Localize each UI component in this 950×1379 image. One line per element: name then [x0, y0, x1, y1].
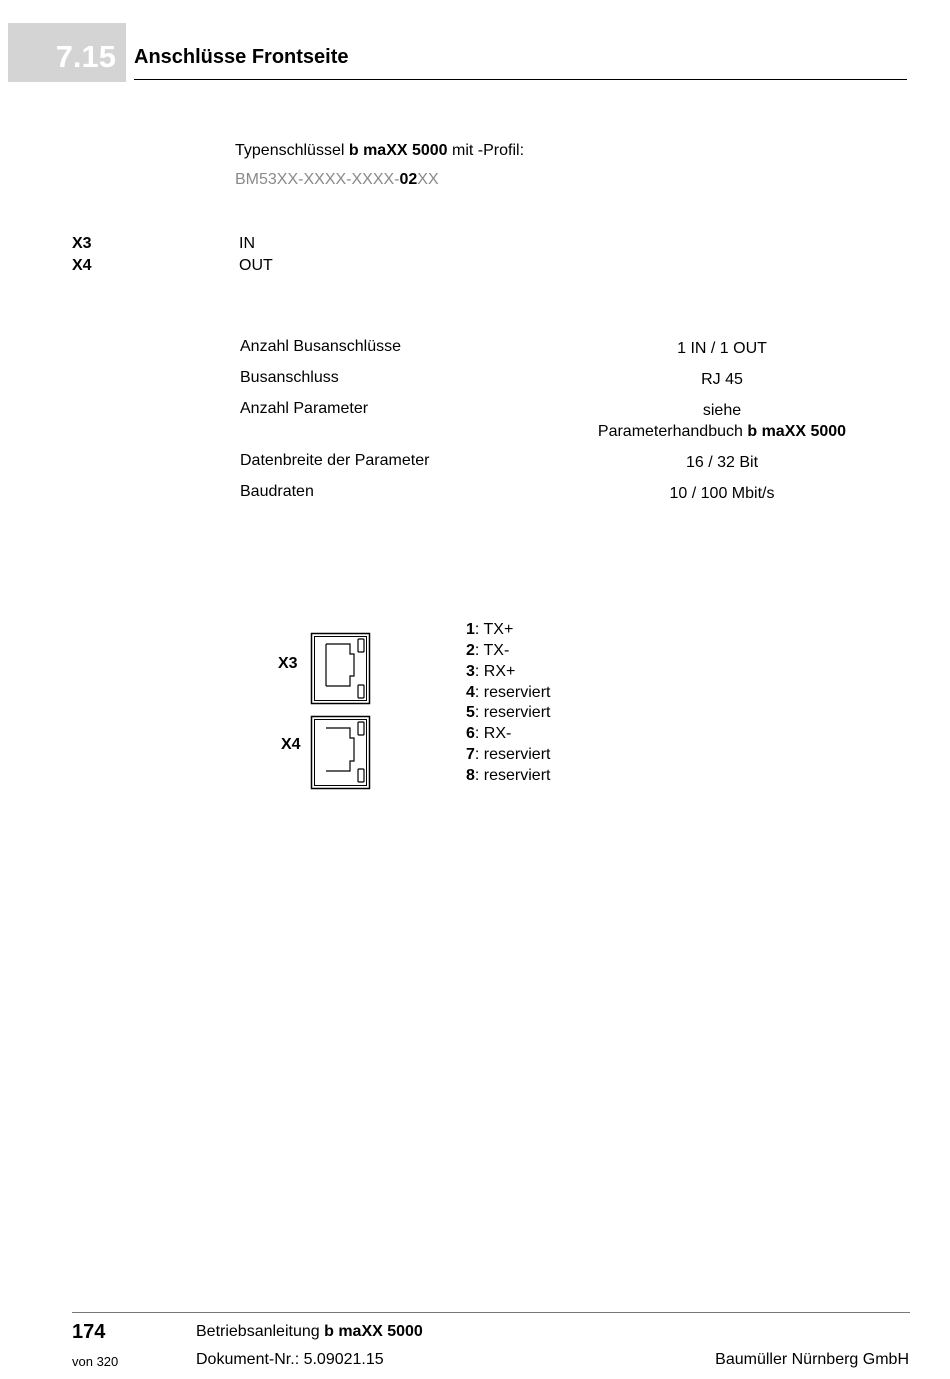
type-code-prefix: BM53XX-XXXX-XXXX-	[235, 171, 400, 188]
type-code-suffix: XX	[417, 171, 439, 188]
footer-company: Baumüller Nürnberg GmbH	[715, 1351, 909, 1368]
type-key-product: b maXX 5000	[348, 142, 448, 159]
pin-item	[466, 642, 509, 660]
footer-manual-product: b maXX 5000	[324, 1323, 423, 1340]
rj45-port-x3-icon	[312, 634, 370, 704]
section-number-box	[8, 23, 126, 82]
pin-item	[466, 746, 550, 764]
param-manual-product: b maXX 5000	[747, 423, 847, 440]
spec-label-bus-count: Anzahl Busanschlüsse	[240, 338, 401, 355]
spec-value-data-width: 16 / 32 Bit	[685, 454, 759, 471]
spec-value-param-line1: siehe	[702, 402, 742, 419]
spec-value-bus-count: 1 IN / 1 OUT	[677, 340, 767, 357]
footer-manual-prefix: Betriebsanleitung	[196, 1323, 325, 1340]
spec-label-baud: Baudraten	[240, 483, 314, 500]
spec-value-param-line2	[568, 421, 876, 442]
spec-label-param-count: Anzahl Parameter	[240, 400, 369, 417]
pin-item	[466, 725, 511, 743]
port-id-x4: X4	[72, 257, 92, 274]
spec-value-connector: RJ 45	[701, 371, 743, 388]
header-divider	[134, 79, 907, 80]
footer-divider	[72, 1312, 910, 1313]
connector-label-x4: X4	[281, 736, 301, 753]
pin-item	[466, 684, 550, 702]
spec-value-baud: 10 / 100 Mbit/s	[669, 485, 775, 502]
port-direction-x4: OUT	[239, 257, 273, 274]
footer-manual-title	[196, 1323, 423, 1341]
pin-item	[466, 621, 513, 639]
pin-item	[466, 663, 515, 681]
spec-label-data-width: Datenbreite der Parameter	[240, 452, 430, 469]
type-code-highlight: 02	[399, 171, 418, 188]
section-title: Anschlüsse Frontseite	[134, 46, 349, 68]
pin-number: 5	[466, 704, 475, 721]
pin-number: 2	[466, 642, 475, 659]
type-key-prefix: Typenschlüssel	[235, 142, 349, 159]
pin-number: 6	[466, 725, 475, 742]
pin-signal: : TX-	[474, 642, 510, 659]
pin-signal: : reserviert	[474, 684, 551, 701]
pin-signal: : reserviert	[474, 767, 551, 784]
pin-number: 4	[466, 684, 475, 701]
spec-label-connector: Busanschluss	[240, 369, 339, 386]
type-key-code	[235, 171, 439, 189]
pin-number: 3	[466, 663, 475, 680]
pin-number: 8	[466, 767, 475, 784]
footer-document-number: Dokument-Nr.: 5.09021.15	[196, 1351, 384, 1368]
rj45-connector-diagram	[308, 630, 376, 793]
pin-signal: : reserviert	[474, 746, 551, 763]
pin-signal: : RX-	[474, 725, 512, 742]
pin-number: 1	[466, 621, 475, 638]
type-key-label	[235, 142, 524, 160]
pin-item	[466, 704, 550, 722]
rj45-port-x4-icon	[312, 717, 370, 789]
port-id-x3: X3	[72, 235, 92, 252]
param-manual-prefix: Parameterhandbuch	[597, 423, 748, 440]
type-key-suffix: mit -Profil:	[447, 142, 525, 159]
port-direction-x3: IN	[239, 235, 255, 252]
connector-label-x3: X3	[278, 655, 298, 672]
page-total: von 320	[72, 1354, 119, 1369]
pin-number: 7	[466, 746, 475, 763]
pin-item	[466, 767, 550, 785]
pin-signal: : reserviert	[474, 704, 551, 721]
page-number: 174	[72, 1321, 106, 1343]
section-number: 7.15	[55, 39, 116, 74]
pin-signal: : TX+	[474, 621, 514, 638]
spec-value-param-count	[568, 400, 876, 442]
pin-signal: : RX+	[474, 663, 516, 680]
